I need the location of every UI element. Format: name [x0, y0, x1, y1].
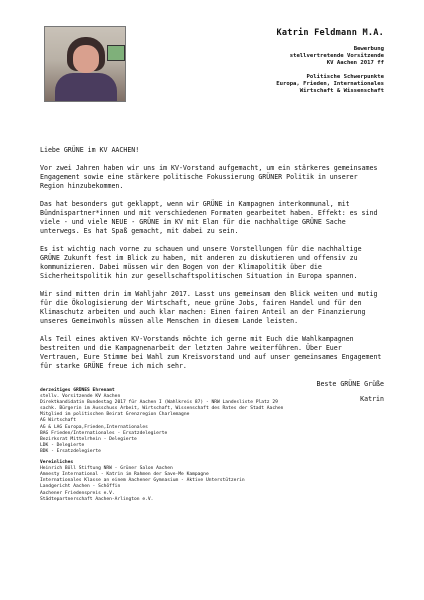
- letter-signature: Katrin: [360, 395, 384, 403]
- candidate-name: Katrin Feldmann M.A.: [276, 28, 384, 38]
- cv-section: [40, 388, 380, 503]
- cv-item: AG Wirtschaft: [40, 418, 76, 424]
- letter-body: [40, 146, 384, 404]
- profile-photo: [44, 26, 126, 102]
- letter-paragraph-3: Es ist wichtig nach vorne zu schauen und unsere Vorstellungen für die nachhaltige GRÜNE Zukunft fest im Blick zu haben, mit anderen zu diskutieren und offensiv zu kommunizieren. Dabei müssen wir den Bogen von der Klimapolitik über die Sicherheitspolitik hin zur gesellschaftspolitischen Situation in Europa spannen.: [40, 245, 362, 280]
- position-label: stellvertretende Vorsitzende: [289, 53, 384, 60]
- cv-item: Aachener Friedenspreis e.V.: [40, 490, 115, 496]
- letter-closing: Beste GRÜNE Grüße: [316, 380, 384, 388]
- cv-item: Bezirksrat Mittelrhein - Delegierte: [40, 436, 137, 442]
- photo-face: [73, 45, 99, 73]
- cv-item: stellv. Vorsitzende KV Aachen: [40, 394, 121, 400]
- letter-paragraph-2: Das hat besonders gut geklappt, wenn wir GRÜNE in Kampagnen interkommunal, mit Bündnispartner*innen und mit verschiedenen Formaten gearbeitet haben. Effekt: es sind viele - und viele NEUE - GRÜNE im KV mit Elan für die nachhaltige GRÜNE Sache unterwegs. Es hat Spaß gemacht, mit dabei zu sein.: [40, 200, 378, 235]
- cv-item: AG & LAG Europa,Frieden,Internationales: [40, 424, 148, 430]
- cv-item: Landgericht Aachen - Schöffin: [40, 484, 121, 490]
- cv-item: BAG Frieden/Internationales - Ersatzdelegierte: [40, 430, 168, 436]
- letter-paragraph-4: Wir sind mitten drin im Wahljahr 2017. Lasst uns gemeinsam den Blick weiten und mutig für die Ökologisierung der Wirtschaft, neue grüne Jobs, fairen Handel und für den Klimaschutz arbeiten und auch klar machen: Einen fairen Anteil an der Finanzierung unseres Gemeinwohls müssen alle Menschen in diesem Lande leisten.: [40, 290, 378, 325]
- cv-item: Internationales Klasse an einem Aachener Gymnasium - Aktive Unterstützerin: [40, 478, 245, 484]
- cv-section1-title: derzeitiges GRÜNES Ehrenamt: [40, 388, 115, 393]
- focus-heading: Politische Schwerpunkte: [306, 73, 384, 80]
- cv-section2-title: Vereinliches: [40, 460, 74, 466]
- cv-item: BDK - Ersatzdelegierte: [40, 448, 101, 454]
- cv-item: Mitglied im politischen Beirat Grenzregion Charlemagne: [40, 412, 190, 418]
- photo-body: [55, 73, 117, 102]
- letter-greeting: Liebe GRÜNE im KV AACHEN!: [40, 146, 140, 154]
- letter-paragraph-1: Vor zwei Jahren haben wir uns im KV-Vorstand aufgemacht, um ein stärkeres gemeinsames Engagement sowie eine stärkere politische Fokussierung GRÜNER Politik in unserer Region hinzubekommen.: [40, 164, 378, 190]
- focus-line-2: Wirtschaft & Wissenschaft: [299, 88, 384, 95]
- header-info: [276, 46, 384, 95]
- letter-paragraph-5: Als Teil eines aktiven KV-Vorstands möchte ich gerne mit Euch die Wahlkampagnen bestreiten und die Kampagnenarbeit der letzten Jahre weiterführen. Über Euer Vertrauen, Eure Stimme bei Wahl zum Kreisvorstand und auf unser gemeinsames Engagement für starke GRÜNE freue ich mich sehr.: [40, 335, 382, 370]
- cv-item: LDK - Delegierte: [40, 442, 85, 448]
- focus-line-1: Europa, Frieden, Internationales: [276, 80, 384, 87]
- application-label: Bewerbung: [353, 46, 384, 52]
- cv-item: Heinrich Böll Stiftung NRW - Grüner Salon Aachen: [40, 466, 173, 472]
- photo-background-screen: [107, 45, 125, 61]
- cv-item: Amnesty International - Katrin im Rahmen der Save-Me Kampagne: [40, 472, 209, 478]
- cv-item: Städtepartnerschaft Aachen-Arlington e.V.: [40, 496, 154, 502]
- cv-item: Direktkandidatin Bundestag 2017 für Aachen I (Wahlkreis 87) - NRW Landesliste Platz 29: [40, 400, 278, 406]
- cv-item: sachk. Bürgerin im Ausschuss Arbeit, Wirtschaft, Wissenschaft des Rates der Stadt Aachen: [40, 406, 284, 412]
- term-label: KV Aachen 2017 ff: [326, 60, 384, 67]
